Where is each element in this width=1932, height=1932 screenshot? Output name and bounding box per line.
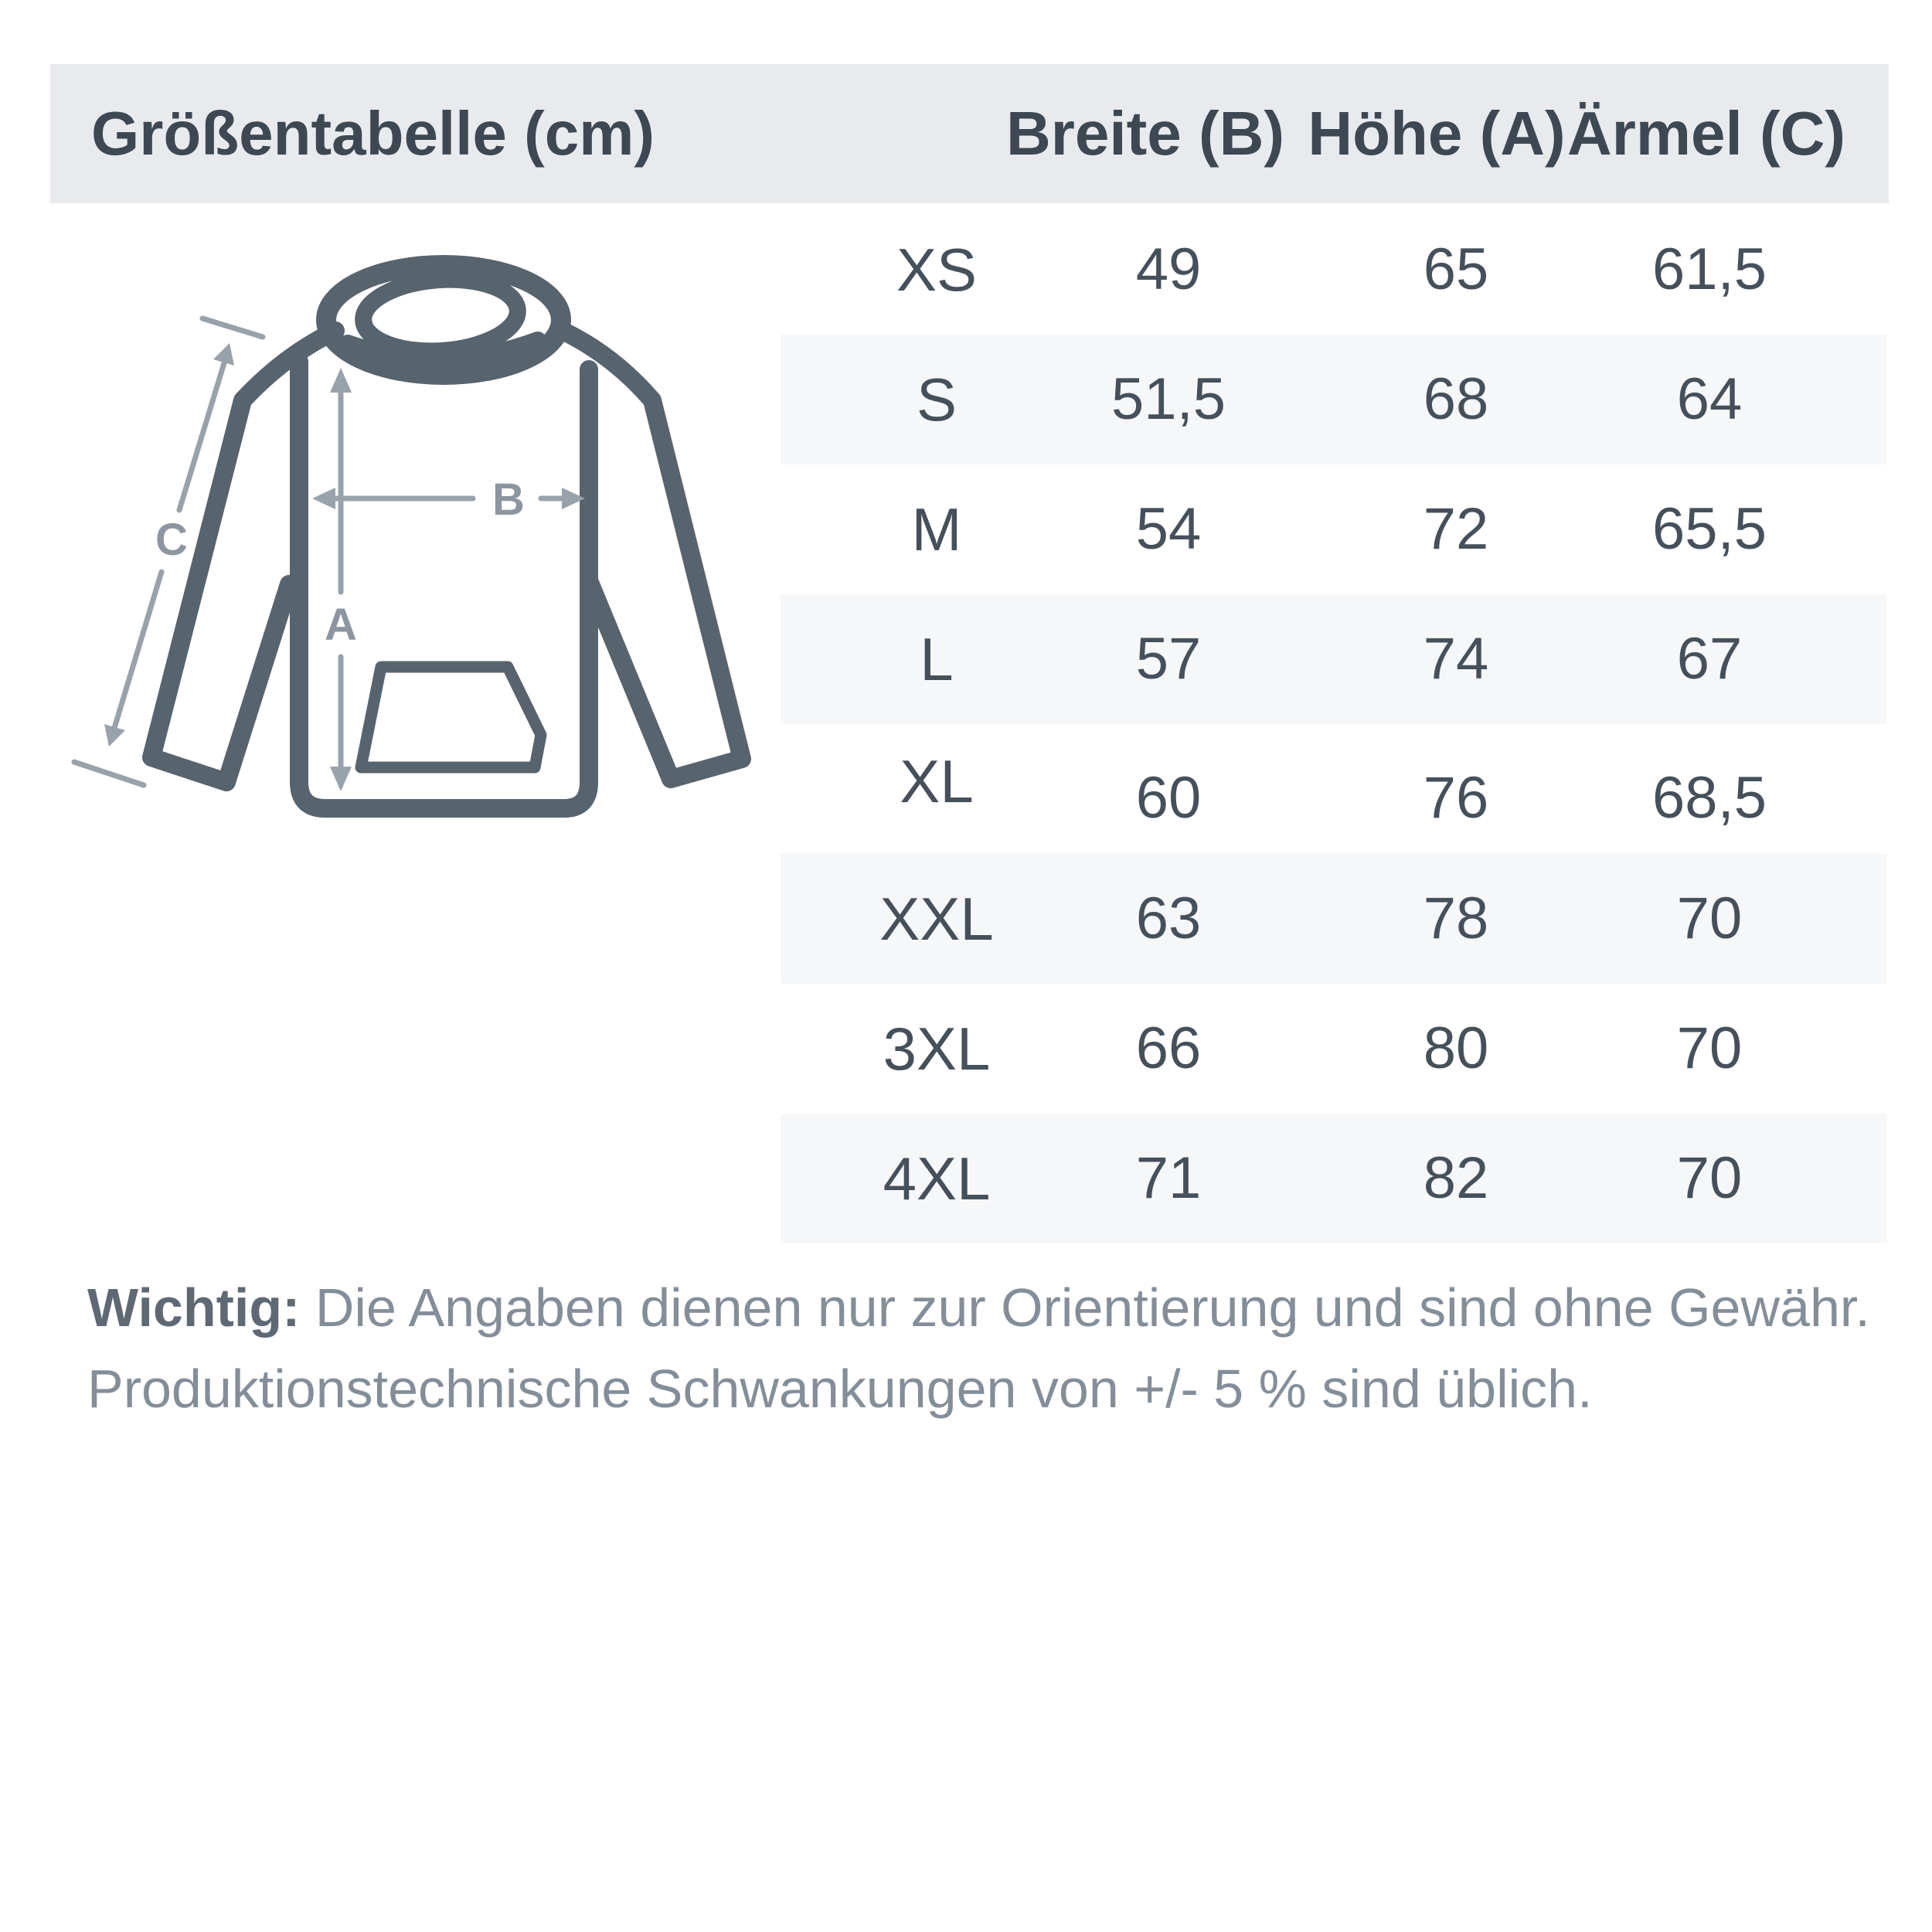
size-label: M xyxy=(911,495,962,563)
arrowhead-a-down xyxy=(330,767,352,791)
hoodie-diagram xyxy=(62,255,788,858)
cell-breite: 63 xyxy=(1135,886,1202,951)
cell-aermel: 68,5 xyxy=(1652,765,1767,831)
cell-hoehe: 65 xyxy=(1423,236,1489,302)
table-row-4xl xyxy=(0,1114,1932,1243)
cell-aermel: 70 xyxy=(1676,886,1743,951)
column-header-aermel: Ärmel (C) xyxy=(1566,99,1846,168)
arrowhead-c-down xyxy=(104,724,125,747)
c-witness-tick-bottom xyxy=(74,762,144,785)
cell-hoehe: 76 xyxy=(1423,765,1489,831)
cell-hoehe: 82 xyxy=(1423,1145,1489,1211)
size-label: 3XL xyxy=(883,1015,991,1083)
cell-hoehe: 68 xyxy=(1423,366,1489,432)
footer-important-label: Wichtig: xyxy=(87,1277,301,1338)
column-header-hoehe: Höhe (A) xyxy=(1308,99,1566,168)
cell-hoehe: 74 xyxy=(1423,626,1489,692)
table-header-bar xyxy=(50,64,1889,203)
cell-aermel: 61,5 xyxy=(1652,236,1767,302)
table-row-xxl xyxy=(0,854,1932,984)
cell-hoehe: 78 xyxy=(1423,886,1489,951)
cell-breite: 51,5 xyxy=(1111,366,1226,432)
cell-aermel: 67 xyxy=(1676,626,1743,692)
cell-breite: 66 xyxy=(1135,1015,1202,1081)
size-label: XS xyxy=(896,236,978,304)
size-label: XL xyxy=(900,747,974,815)
cell-hoehe: 80 xyxy=(1423,1015,1489,1081)
size-label: XXL xyxy=(879,885,994,953)
dimension-c-line-bottom xyxy=(114,572,162,728)
size-label: L xyxy=(920,625,954,693)
page-title: Größentabelle (cm) xyxy=(91,99,655,168)
column-header-breite: Breite (B) xyxy=(1005,99,1285,168)
footer-note xyxy=(87,1267,1870,1430)
footer-line-1: Wichtig: Die Angaben dienen nur zur Orientierung und sind ohne Gewähr. xyxy=(87,1277,1870,1338)
dimension-label-b: B xyxy=(492,474,525,525)
arrowhead-a-up xyxy=(330,368,352,393)
cell-aermel: 70 xyxy=(1676,1145,1743,1211)
size-label: S xyxy=(916,366,957,434)
cell-aermel: 70 xyxy=(1676,1015,1743,1081)
footer-line-2: Produktionstechnische Schwankungen von +/- 5 % sind üblich. xyxy=(87,1359,1593,1419)
arrowhead-b-left xyxy=(312,488,335,509)
table-row-3xl xyxy=(0,984,1932,1114)
dimension-label-c: C xyxy=(155,515,188,565)
hoodie-pocket xyxy=(361,667,541,767)
cell-breite: 60 xyxy=(1135,765,1202,831)
cell-breite: 71 xyxy=(1135,1145,1202,1211)
size-label: 4XL xyxy=(883,1145,991,1213)
cell-aermel: 65,5 xyxy=(1652,496,1767,562)
c-witness-tick-top xyxy=(202,318,263,337)
cell-hoehe: 72 xyxy=(1423,496,1489,562)
cell-breite: 57 xyxy=(1135,626,1202,692)
cell-breite: 54 xyxy=(1135,496,1202,562)
cell-aermel: 64 xyxy=(1676,366,1743,432)
dimension-label-a: A xyxy=(325,600,357,650)
cell-breite: 49 xyxy=(1135,236,1202,302)
arrowhead-c-up xyxy=(213,343,234,366)
